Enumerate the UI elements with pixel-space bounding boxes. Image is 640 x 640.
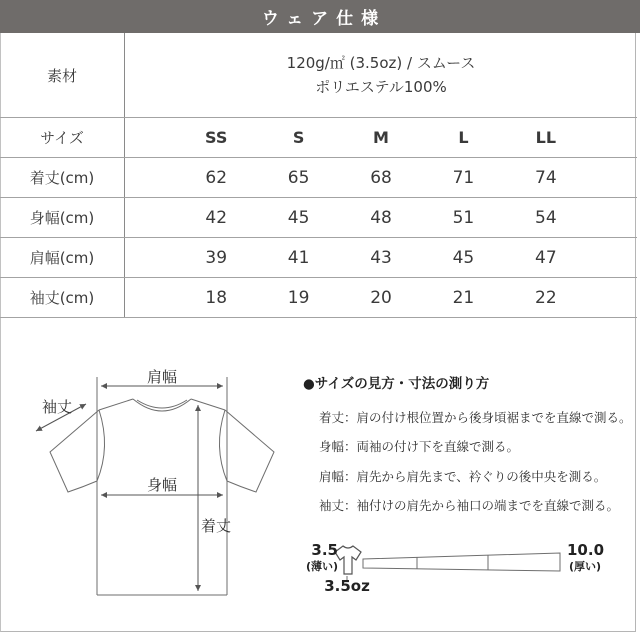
diagram-length-label: 着丈 bbox=[200, 517, 231, 535]
table-cell: 62 bbox=[205, 167, 228, 188]
table-cell: 45 bbox=[287, 207, 310, 228]
diagram-sleeve-label: 袖丈 bbox=[41, 398, 72, 416]
table-row-sizes bbox=[0, 118, 637, 158]
table-cell: 21 bbox=[452, 287, 475, 308]
table-cell: 39 bbox=[205, 247, 228, 268]
material-line-1: 120g/㎡ (3.5oz) / スムース bbox=[286, 54, 476, 72]
scale-marker-label: 3.5oz bbox=[324, 577, 370, 595]
size-header: LL bbox=[535, 128, 557, 147]
table-cell: 22 bbox=[535, 287, 557, 308]
row-label: 着丈(cm) bbox=[0, 158, 125, 197]
thickness-wedge bbox=[363, 553, 560, 571]
guide-line: 袖丈：袖付けの肩先から袖口の端までを直線で測る。 bbox=[319, 498, 620, 514]
table-cell: 43 bbox=[370, 247, 392, 268]
scale-min-value: 3.5 bbox=[311, 541, 338, 559]
diagram-shoulder-label: 肩幅 bbox=[146, 368, 177, 386]
table-cell: 19 bbox=[287, 287, 310, 308]
table-cell: 54 bbox=[535, 207, 557, 228]
page-title: ウェア仕様 bbox=[261, 9, 387, 29]
scale-max-value: 10.0 bbox=[567, 541, 605, 559]
guide-line: 肩幅：肩先から肩先まで、衿ぐりの後中央を測る。 bbox=[319, 468, 607, 484]
diagram-width-label: 身幅 bbox=[146, 476, 177, 494]
guide-lines bbox=[319, 402, 632, 520]
table-row-body-width bbox=[0, 198, 637, 238]
material-value bbox=[125, 33, 637, 117]
table-cell: 45 bbox=[452, 247, 475, 268]
size-label: サイズ bbox=[0, 118, 125, 157]
header-bar bbox=[0, 0, 640, 33]
table-row-sleeve-length bbox=[0, 278, 637, 318]
row-label: 身幅(cm) bbox=[0, 198, 125, 237]
table-cell: 41 bbox=[287, 247, 310, 268]
size-header: L bbox=[458, 128, 469, 147]
table-cell: 74 bbox=[535, 167, 557, 188]
row-label: 袖丈(cm) bbox=[0, 278, 125, 317]
table-cell: 18 bbox=[205, 287, 228, 308]
table-cell: 20 bbox=[370, 287, 392, 308]
table-row-shoulder-width bbox=[0, 238, 637, 278]
table-cell: 68 bbox=[370, 167, 392, 188]
size-header: SS bbox=[205, 128, 228, 147]
table-cell: 71 bbox=[452, 167, 475, 188]
guide-line: 身幅：両袖の付け下を直線で測る。 bbox=[319, 439, 520, 455]
size-header: M bbox=[373, 128, 389, 147]
table-cell: 47 bbox=[535, 247, 557, 268]
scale-min-note: (薄い) bbox=[305, 560, 338, 573]
table-cell: 51 bbox=[452, 207, 475, 228]
size-header: S bbox=[292, 128, 305, 147]
row-label: 肩幅(cm) bbox=[0, 238, 125, 277]
table-cell: 65 bbox=[287, 167, 310, 188]
table-cell: 42 bbox=[205, 207, 228, 228]
spec-table bbox=[0, 33, 637, 318]
material-label: 素材 bbox=[0, 33, 125, 117]
material-line-2: ポリエステル100% bbox=[315, 78, 447, 96]
table-cell: 48 bbox=[370, 207, 392, 228]
table-row-body-length bbox=[0, 158, 637, 198]
guide-line: 着丈：肩の付け根位置から後身頃裾までを直線で測る。 bbox=[319, 409, 632, 425]
guide-heading: ●サイズの見方・寸法の測り方 bbox=[303, 376, 490, 392]
scale-max-note: (厚い) bbox=[569, 560, 602, 573]
table-row-material bbox=[0, 33, 637, 118]
